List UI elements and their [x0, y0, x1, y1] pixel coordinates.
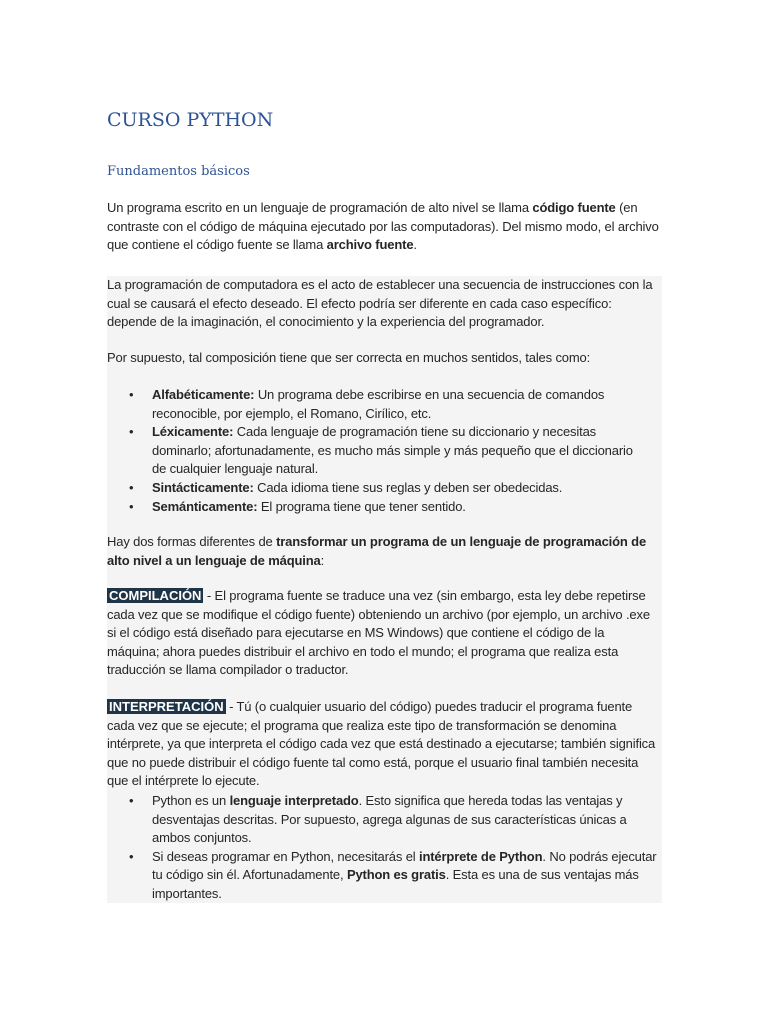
point2-bold-2: Python es gratis	[346, 867, 446, 883]
intro-text-3: .	[413, 237, 417, 253]
intro-paragraph	[107, 199, 662, 255]
list-item-text: Cada lenguaje de programación tiene su diccionario y necesitas dominarlo; afortunadamente, es mucho más simple y más pequeño que el diccionario de cualquier lenguaje natural.	[152, 424, 633, 477]
point1-bold: lenguaje interpretado	[229, 793, 359, 808]
list-item	[107, 792, 657, 848]
compilation-tag: COMPILACIÓN	[109, 588, 202, 603]
list-item	[107, 386, 642, 423]
list-item-term: Semánticamente:	[152, 498, 258, 514]
transformation-ways-paragraph	[107, 533, 659, 570]
intro-bold-source-code: código fuente	[532, 200, 616, 215]
highlighted-content-block	[107, 276, 662, 903]
list-item-term: Alfabéticamente:	[152, 387, 255, 402]
list-item-text: Un programa debe escribirse en una secuencia de comandos reconocible, por ejemplo, el Romano, Cirílico, etc.	[152, 387, 605, 421]
interpretation-tag: INTERPRETACIÓN	[109, 699, 224, 714]
transformation-bold: transformar un programa de un lenguaje de programación de alto nivel a un lenguaje de máquina	[107, 534, 647, 568]
intro-text-1: Un programa escrito en un lenguaje de programación de alto nivel se llama	[107, 200, 533, 215]
transformation-text-2: :	[320, 552, 325, 568]
point2-text-2: . No podrás ejecutar tu código sin él. Afortunadamente,	[152, 848, 657, 883]
list-item-text: El programa tiene que tener sentido.	[257, 498, 466, 514]
point2-text-3: . Esta es una de sus ventajas más importantes.	[152, 867, 639, 901]
interpretation-text: - Tú (o cualquier usuario del código) puedes traducir el programa fuente cada vez que se ejecute; el programa que realiza este tipo de transformación se denomina intérprete, ya que interpreta el código cada vez que está destinado a ejecutarse; también significa que no puede distribuir el código fuente tal como está, porque el usuario final también necesita que el intérprete lo ejecute.	[107, 699, 656, 789]
document-title: CURSO PYTHON	[107, 109, 274, 131]
programming-definition-paragraph: La programación de computadora es el acto de establecer una secuencia de instrucciones con la cual se causará el efecto deseado. El efecto podría ser diferente en cada caso específico: depende de la imaginación, el conocimiento y la experiencia del programador.	[107, 277, 653, 330]
compilation-text: - El programa fuente se traduce una vez (sin embargo, esta ley debe repetirse cada vez que se modifique el código fuente) obteniendo un archivo (por ejemplo, un archivo .exe si el código está diseñado para ejecutarse en MS Windows) que contiene el código de la máquina; ahora puedes distribuir el archivo en todo el mundo; el programa que realiza esta traducción se llama compilador o traductor.	[107, 588, 650, 678]
point2-text-1: Si deseas programar en Python, necesitarás el	[152, 848, 419, 864]
intro-bold-source-file: archivo fuente	[326, 237, 414, 253]
python-points-list	[107, 792, 657, 904]
list-item-term: Léxicamente:	[152, 424, 234, 440]
correctness-senses-list	[107, 386, 642, 516]
list-item-term: Sintácticamente:	[152, 479, 254, 495]
point2-bold-1: intérprete de Python	[418, 848, 543, 864]
point1-text-1: Python es un	[152, 793, 230, 808]
section-subtitle: Fundamentos básicos	[107, 164, 250, 179]
list-item	[107, 423, 642, 479]
interpretation-paragraph	[107, 698, 659, 791]
compilation-paragraph	[107, 587, 659, 680]
list-item-text: Cada idioma tiene sus reglas y deben ser obedecidas.	[253, 479, 563, 495]
list-item	[107, 848, 657, 904]
list-item	[107, 498, 642, 517]
list-item	[107, 479, 642, 498]
correctness-intro-paragraph: Por supuesto, tal composición tiene que ser correcta en muchos sentidos, tales como:	[107, 350, 591, 365]
intro-text-2: (en contraste con el código de máquina ejecutado por las computadoras). Del mismo modo, el archivo que contiene el código fuente se llama	[107, 200, 659, 253]
transformation-text-1: Hay dos formas diferentes de	[107, 534, 277, 549]
point1-text-2: . Esto significa que hereda todas las ventajas y desventajas descritas. Por supuesto, agrega algunas de sus características únicas a ambos conjuntos.	[152, 793, 627, 846]
